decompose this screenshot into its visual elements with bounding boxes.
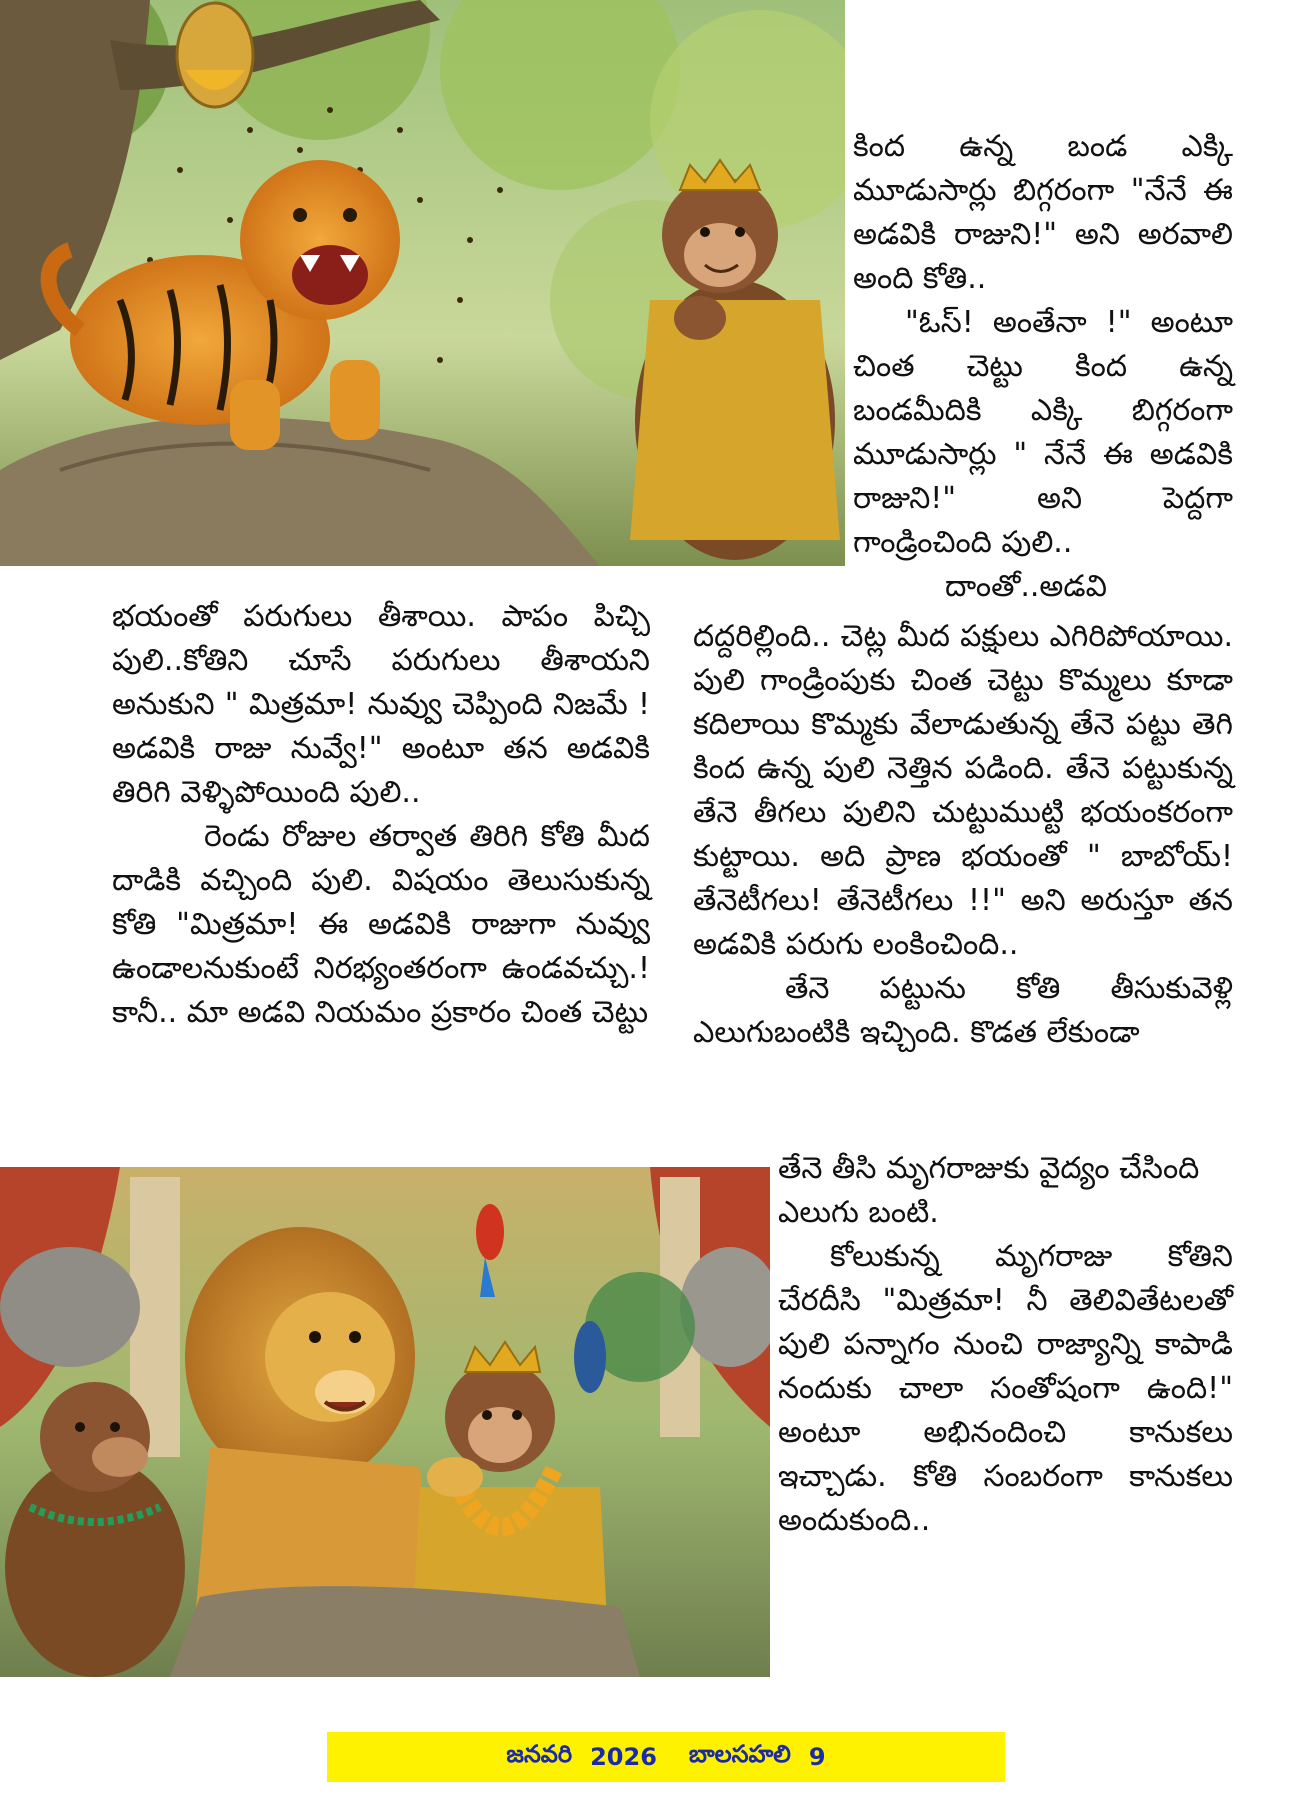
paragraph: కోలుకున్న మృగరాజు కోతిని చేరదీసి "మిత్రమా! నీ తెలివితేటలతో పులి పన్నాగం నుంచి రాజ్యాన్ని కాపాడి నందుకు చాలా సంతోషంగా ఉంది!" అంటూ అభినందించి కానుకలు ఇచ్చాడు. కోతి సంబరంగా కానుకలు అందుకుంది..	[778, 1239, 1233, 1538]
footer-year: 2026	[590, 1743, 657, 1771]
text-column-top-right	[853, 125, 1233, 609]
illustration-lion-and-monkey	[0, 1167, 770, 1677]
paragraph: తేనె తీసి మృగరాజుకు వైద్యం చేసింది	[778, 1151, 1200, 1186]
paragraph: దాంతో..అడవి	[945, 569, 1107, 604]
page-footer	[327, 1732, 1005, 1782]
paragraph: ఎలుగు బంటి.	[778, 1195, 939, 1230]
text-column-left	[112, 595, 650, 1035]
paragraph: తేనె పట్టును కోతి తీసుకువెళ్లి ఎలుగుబంటికి ఇచ్చింది. కొడత లేకుండా	[693, 971, 1233, 1050]
footer-month: జనవరి	[506, 1740, 573, 1768]
text-column-bottom-right	[778, 1147, 1233, 1543]
paragraph: కింద ఉన్న బండ ఎక్కి మూడుసార్లు బిగ్గరంగా "నేనే ఈ అడవికి రాజుని!" అని అరవాలి అంది కోతి..	[853, 129, 1233, 296]
paragraph: దద్దరిల్లింది.. చెట్ల మీద పక్షులు ఎగిరిపోయాయి. పులి గాండ్రింపుకు చింత చెట్టు కొమ్మలు కూడా కదిలాయి కొమ్మకు వేలాడుతున్న తేనె పట్టు తెగి కింద ఉన్న పులి నెత్తిన పడింది. తేనె పట్టుకున్న తేనె తీగలు పులిని చుట్టుముట్టి భయంకరంగా కుట్టాయి. అది ప్రాణ భయంతో " బాబోయ్! తేనెటీగలు! తేనెటీగలు !!" అని అరుస్తూ తన అడవికి పరుగు లంకించింది..	[693, 619, 1233, 962]
paragraph: "ఓస్! అంతేనా !" అంటూ చింత చెట్టు కింద ఉన్న బండమీదికి ఎక్కి బిగ్గరంగా మూడుసార్లు " నేనే ఈ అడవికి రాజుని!" అని పెద్దగా గాండ్రించింది పులి..	[853, 305, 1233, 560]
footer-magazine-name: బాలసహలి	[688, 1740, 791, 1768]
paragraph: భయంతో పరుగులు తీశాయి. పాపం పిచ్చి పులి..కోతిని చూసే పరుగులు తీశాయని అనుకుని " మిత్రమా! నువ్వు చెప్పింది నిజమే ! అడవికి రాజు నువ్వే!" అంటూ తన అడవికి తిరిగి వెళ్ళిపోయింది పులి..	[112, 599, 650, 810]
text-column-middle-right	[693, 615, 1233, 1055]
illustration-tiger-and-monkey	[0, 0, 845, 566]
paragraph: రెండు రోజుల తర్వాత తిరిగి కోతి మీద దాడికి వచ్చింది పులి. విషయం తెలుసుకున్న కోతి "మిత్రమా! ఈ అడవికి రాజుగా నువ్వు ఉండాలనుకుంటే నిరభ్యంతరంగా ఉండవచ్చు.! కానీ.. మా అడవి నియమం ప్రకారం చింత చెట్టు	[112, 819, 650, 1030]
footer-page-number: 9	[808, 1743, 826, 1771]
